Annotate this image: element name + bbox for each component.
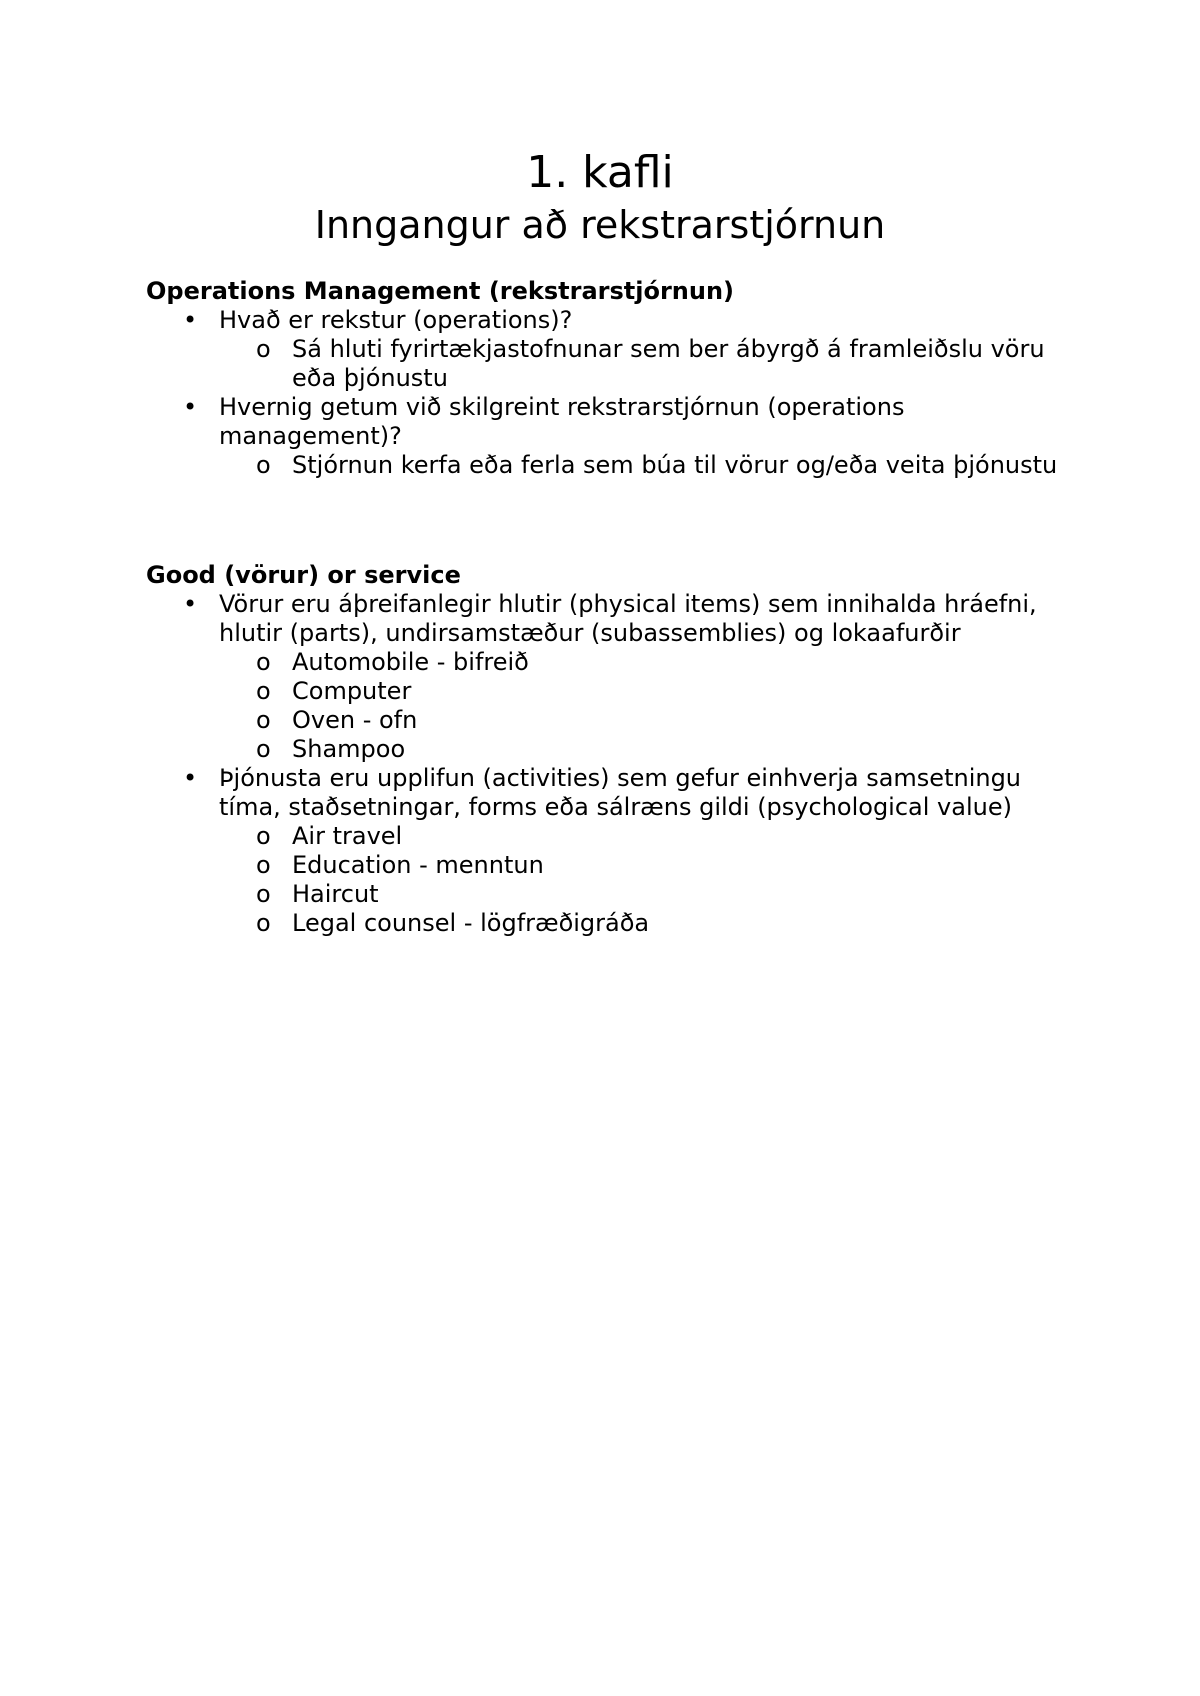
- section-good-or-service: [146, 561, 1066, 938]
- sub-list-item-text: Computer: [292, 677, 412, 705]
- sub-list-item: [219, 880, 1066, 909]
- sub-list-item-text: Automobile - bifreið: [292, 648, 529, 676]
- list-item: [146, 764, 1066, 938]
- sub-list-item-text: Legal counsel - lögfræðigráða: [292, 909, 650, 937]
- list-item-text: Hvað er rekstur (operations)?: [219, 306, 573, 334]
- section-heading: Good (vörur) or service: [146, 561, 461, 589]
- sub-bullet-icon: o: [256, 851, 271, 879]
- sub-bullet-icon: o: [256, 451, 271, 479]
- bullet-icon: •: [183, 764, 198, 792]
- chapter-subtitle: Inngangur að rekstrarstjórnun: [314, 203, 886, 247]
- section-operations-management: [146, 277, 1066, 480]
- sub-bullet-icon: o: [256, 648, 271, 676]
- sub-bullet-icon: o: [256, 706, 271, 734]
- sub-list: [219, 648, 1066, 764]
- sub-list-item-text: Shampoo: [292, 735, 406, 763]
- sub-list-item: [219, 648, 1066, 677]
- sub-bullet-icon: o: [256, 677, 271, 705]
- sub-list-item-text: Sá hluti fyrirtækjastofnunar sem ber ábyrgð á framleiðslu vöru eða þjónustu: [292, 335, 1045, 392]
- bullet-icon: •: [183, 306, 198, 334]
- bullet-icon: •: [183, 393, 198, 421]
- sub-list-item: [219, 851, 1066, 880]
- list-item: [146, 590, 1066, 764]
- sub-list: [219, 451, 1066, 480]
- sub-list-item: [219, 822, 1066, 851]
- sub-list-item: [219, 451, 1066, 480]
- title-block: [0, 146, 1200, 250]
- sub-bullet-icon: o: [256, 735, 271, 763]
- chapter-title: 1. kafli: [526, 147, 674, 198]
- sub-bullet-icon: o: [256, 335, 271, 363]
- sub-list-item-text: Stjórnun kerfa eða ferla sem búa til vörur og/eða veita þjónustu: [292, 451, 1058, 479]
- sub-list: [219, 335, 1066, 393]
- sub-list-item-text: Haircut: [292, 880, 379, 908]
- list-item-text: Þjónusta eru upplifun (activities) sem gefur einhverja samsetningu tíma, staðsetningar, forms eða sálræns gildi (psychological value): [219, 764, 1022, 821]
- sub-bullet-icon: o: [256, 880, 271, 908]
- sub-list-item: [219, 735, 1066, 764]
- sub-list-item: [219, 677, 1066, 706]
- list-item: [146, 306, 1066, 393]
- sub-list-item: [219, 909, 1066, 938]
- sub-list-item: [219, 706, 1066, 735]
- list-item-text: Vörur eru áþreifanlegir hlutir (physical items) sem innihalda hráefni, hlutir (parts), undirsamstæður (subassemblies) og lokaafurðir: [219, 590, 1037, 647]
- section-heading: Operations Management (rekstrarstjórnun): [146, 277, 735, 305]
- bullet-list: [146, 306, 1066, 480]
- sub-list-item-text: Education - menntun: [292, 851, 544, 879]
- sub-list-item: [219, 335, 1066, 393]
- bullet-list: [146, 590, 1066, 938]
- sub-list-item-text: Oven - ofn: [292, 706, 418, 734]
- sub-list-item-text: Air travel: [292, 822, 403, 850]
- sub-list: [219, 822, 1066, 938]
- sub-bullet-icon: o: [256, 822, 271, 850]
- sub-bullet-icon: o: [256, 909, 271, 937]
- list-item-text: Hvernig getum við skilgreint rekstrarstjórnun (operations management)?: [219, 393, 905, 450]
- bullet-icon: •: [183, 590, 198, 618]
- list-item: [146, 393, 1066, 480]
